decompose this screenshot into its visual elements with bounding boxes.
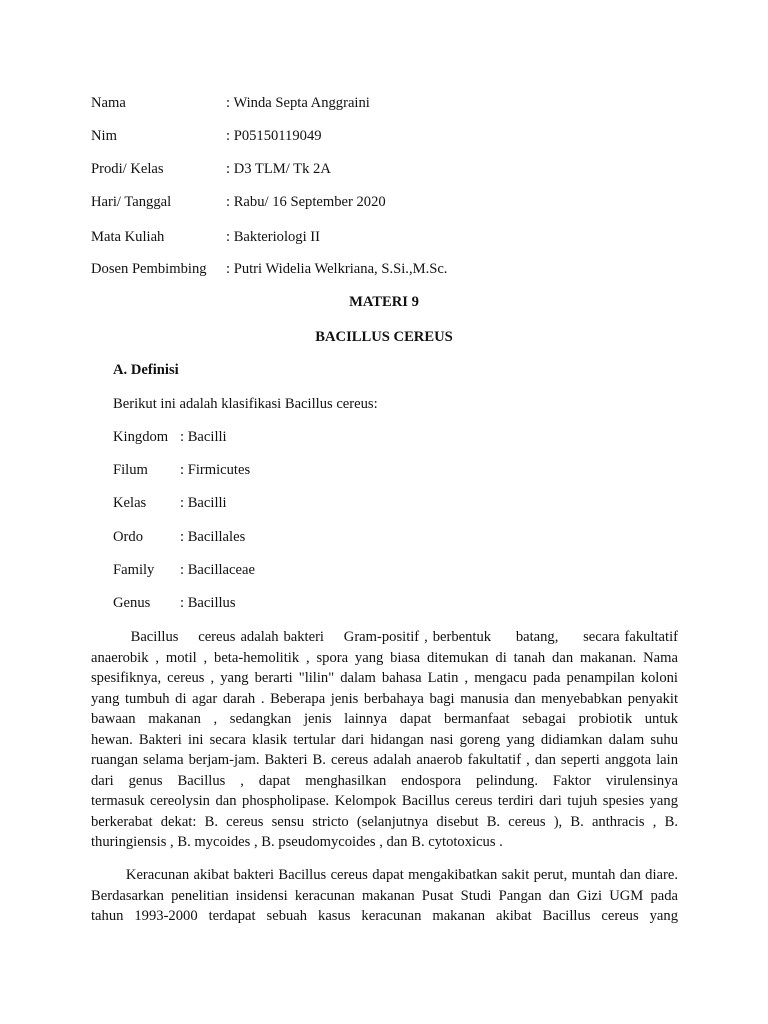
paragraph-line: Keracunan akibat bakteri Bacillus cereus dapat mengakibatkan sakit perut, muntah dan diare. [91, 867, 678, 883]
identity-value: : Bakteriologi II [226, 229, 321, 245]
classification-value: : Bacillales [180, 529, 246, 545]
identity-value: : P05150119049 [226, 128, 322, 144]
paragraph-line: ruangan selama berjam-jam. Bakteri B. cereus adalah anaerob fakultatif , dan seperti anggota lain [91, 752, 678, 768]
identity-label: Prodi/ Kelas [91, 161, 164, 177]
materi-title: MATERI 9 [349, 294, 419, 310]
identity-label: Nama [91, 95, 126, 111]
paragraph-line: berkerabat dekat: B. cereus sensu stricto (selanjutnya disebut B. cereus ), B. anthracis , B. [91, 814, 678, 830]
classification-value: : Bacillaceae [180, 562, 255, 578]
classification-value: : Bacilli [180, 429, 227, 445]
paragraph-line: yang tumbuh di agar darah . Beberapa jenis berbahaya bagi manusia dan menyebabkan penyakit [91, 691, 678, 707]
subject-title: BACILLUS CEREUS [315, 329, 453, 345]
identity-value: : Putri Widelia Welkriana, S.Si.,M.Sc. [226, 261, 448, 277]
identity-value: : Rabu/ 16 September 2020 [226, 194, 386, 210]
paragraph-line: dari genus Bacillus , dapat menghasilkan endospora pelindung. Faktor virulensinya [91, 773, 678, 789]
paragraph-line: Berdasarkan penelitian insidensi keracunan makanan Pusat Studi Pangan dan Gizi UGM pada [91, 888, 678, 904]
classification-label: Kelas [113, 495, 147, 511]
classification-value: : Bacilli [180, 495, 227, 511]
classification-label: Family [113, 562, 155, 578]
section-heading: A. Definisi [113, 362, 179, 378]
paragraph-line: termasuk cereolysin dan phospholipase. Kelompok Bacillus cereus terdiri dari tujuh spesies yang [91, 793, 678, 809]
classification-label: Genus [113, 595, 151, 611]
classification-value: : Bacillus [180, 595, 236, 611]
paragraph-line: bawaan makanan , sedangkan jenis lainnya dapat bermanfaat sebagai probiotik untuk [91, 711, 678, 727]
identity-label: Nim [91, 128, 117, 144]
paragraph-line: Bacillus cereus adalah bakteri Gram-positif , berbentuk batang, secara fakultatif [91, 629, 678, 645]
identity-value: : Winda Septa Anggraini [226, 95, 370, 111]
classification-label: Filum [113, 462, 148, 478]
identity-label: Hari/ Tanggal [91, 194, 172, 210]
identity-label: Mata Kuliah [91, 229, 165, 245]
paragraph-line: tahun 1993-2000 terdapat sebuah kasus keracunan makanan akibat Bacillus cereus yang [91, 908, 678, 924]
paragraph-line: hewan. Bakteri ini secara klasik tertular dari hidangan nasi goreng yang didiamkan dalam suhu [91, 732, 678, 748]
identity-label: Dosen Pembimbing [91, 261, 207, 277]
identity-value: : D3 TLM/ Tk 2A [226, 161, 331, 177]
classification-intro: Berikut ini adalah klasifikasi Bacillus cereus: [113, 396, 378, 412]
paragraph-line: anaerobik , motil , beta-hemolitik , spora yang biasa ditemukan di tanah dan makanan. Nama [91, 650, 678, 666]
classification-label: Ordo [113, 529, 143, 545]
classification-value: : Firmicutes [180, 462, 251, 478]
classification-label: Kingdom [113, 429, 169, 445]
paragraph-line: spesifiknya, cereus , yang berarti "lilin" dalam bahasa Latin , mengacu pada penampilan koloni [91, 670, 678, 686]
paragraph-line: thuringiensis , B. mycoides , B. pseudomycoides , dan B. cytotoxicus . [91, 834, 503, 850]
